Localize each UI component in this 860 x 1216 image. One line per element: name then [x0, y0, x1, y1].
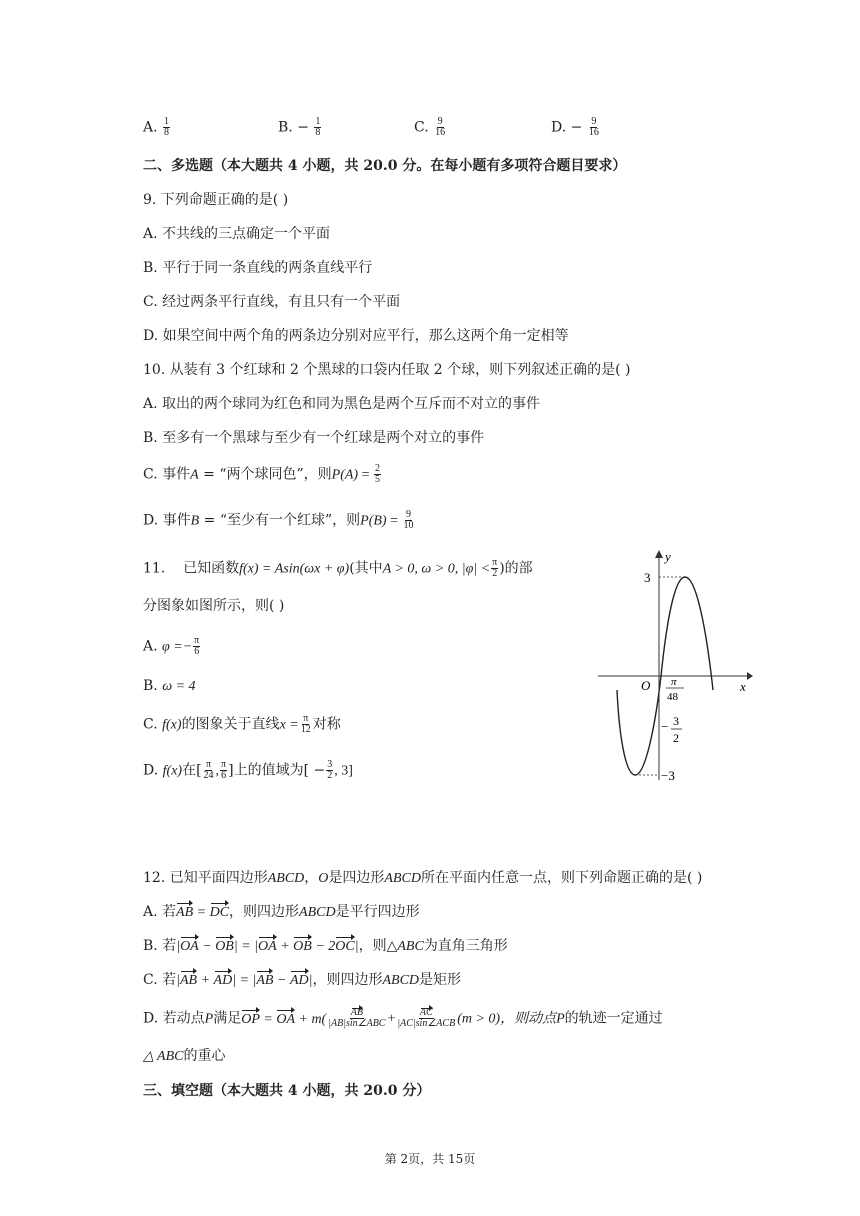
- q11-option-a: A. φ =− $\frac{\pi}{6}$: [143, 635, 200, 657]
- q11-option-d: D. f(x)在[ $\frac{\pi}{24}$ , $\frac{\pi}{6}$ ]上的值域为[ − $\frac{3}{2}$ , 3]: [143, 759, 353, 781]
- q11-function-graph: [595, 548, 755, 788]
- q8-option-b: B. − $\frac{1}{8}$: [278, 116, 321, 138]
- q12-option-b: B. 若|OA − OB| = |OA + OB − 2OC|，则△ABC为直角三角形: [143, 936, 508, 957]
- q11-stem-line2: 分图象如图所示，则( ): [143, 598, 285, 614]
- q9-option-c: C. 经过两条平行直线，有且只有一个平面: [143, 294, 401, 310]
- q10-option-b: B. 至多有一个黑球与至少有一个红球是两个对立的事件: [143, 430, 485, 446]
- y-mid-den: 2: [673, 731, 679, 745]
- q12-option-d: D. 若动点P满足OP = OA + m( $\frac{AB}{\text{|AB|sin∠ABC}}$ + $\frac{AC}{\text{|AC|sin∠ACB}}$ (m > 0)，则动点P的轨迹一定通过: [143, 1007, 663, 1029]
- y-max-label: 3: [644, 570, 651, 585]
- q10-option-a: A. 取出的两个球同为红色和同为黑色是两个互斥而不对立的事件: [143, 396, 541, 412]
- q8-option-d: D. − $\frac{9}{16}$: [551, 116, 599, 138]
- q11-option-c: C. f(x)的图象关于直线x = $\frac{\pi}{12}$ 对称: [143, 713, 341, 735]
- q10-stem: 10. 从装有 3 个红球和 2 个黑球的口袋内任取 2 个球，则下列叙述正确的是( ): [143, 362, 631, 378]
- x-tick-den: 48: [667, 691, 678, 703]
- y-mid-sign: −: [661, 719, 669, 734]
- x-axis-label: x: [740, 679, 746, 694]
- q9-option-b: B. 平行于同一条直线的两条直线平行: [143, 260, 373, 276]
- y-min-label: −3: [661, 768, 675, 783]
- x-axis-arrow: [747, 672, 753, 680]
- section-2-heading: 二、多选题（本大题共 4 小题，共 20.0 分。在每小题有多项符合题目要求）: [143, 158, 627, 174]
- q12-option-d-line2: △ ABC的重心: [143, 1048, 226, 1064]
- q11-option-b: B. ω = 4: [143, 678, 196, 694]
- y-mid-num: 3: [673, 714, 679, 728]
- q8-option-c: C. $\frac{9}{16}$: [414, 116, 446, 138]
- q12-stem: 12. 已知平面四边形ABCD，O是四边形ABCD所在平面内任意一点，则下列命题正确的是( ): [143, 870, 703, 886]
- y-axis-label: y: [665, 549, 671, 564]
- q8-option-a: A. $\frac{1}{8}$: [143, 116, 170, 138]
- origin-label: O: [641, 678, 651, 693]
- page-footer: 第 2页，共 15页: [384, 1152, 476, 1166]
- q12-option-a: A. 若AB = DC，则四边形ABCD是平行四边形: [143, 902, 420, 923]
- q9-option-d: D. 如果空间中两个角的两条边分别对应平行，那么这两个角一定相等: [143, 328, 569, 344]
- q10-option-d: D. 事件B = “至少有一个红球”，则P(B) = $\frac{9}{10}$: [143, 509, 414, 531]
- q12-option-c: C. 若|AB + AD| = |AB − AD|，则四边形ABCD是矩形: [143, 970, 461, 991]
- y-axis-arrow: [655, 550, 663, 558]
- section-3-heading: 三、填空题（本大题共 4 小题，共 20.0 分）: [143, 1083, 431, 1099]
- x-tick-num: π: [671, 676, 677, 688]
- q10-option-c: C. 事件A = “两个球同色”，则P(A) = $\frac{2}{5}$: [143, 463, 380, 485]
- q9-option-a: A. 不共线的三点确定一个平面: [143, 226, 331, 242]
- q9-stem: 9. 下列命题正确的是( ): [143, 192, 289, 208]
- q11-stem: 11. 已知函数f(x) = Asin(ωx + φ)(其中A > 0, ω > 0, |φ| < $\frac{\pi}{2}$ )的部: [143, 557, 533, 579]
